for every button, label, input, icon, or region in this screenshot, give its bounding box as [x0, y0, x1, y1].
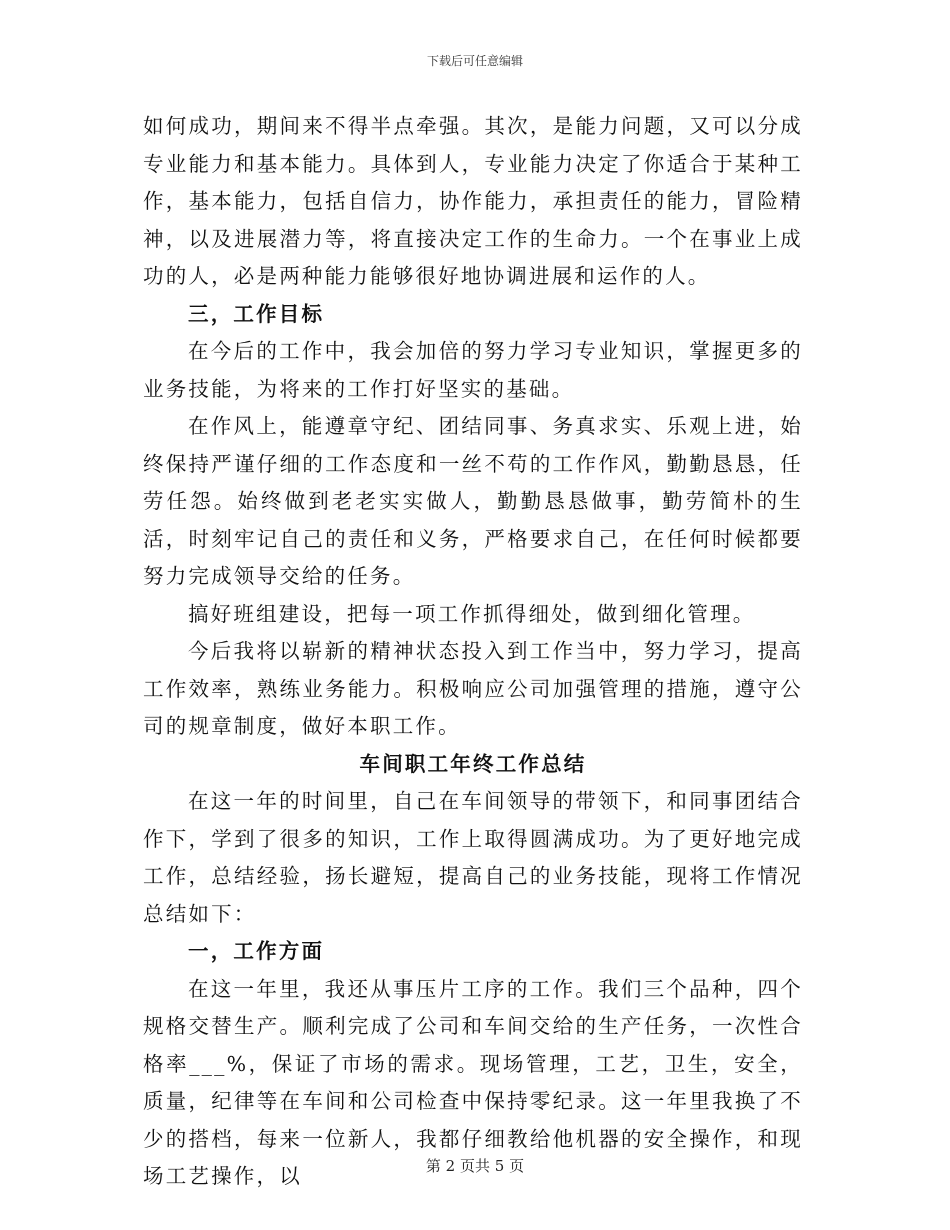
section-heading-work-goals: 三，工作目标	[188, 301, 325, 326]
paragraph-team-building: 搞好班组建设，把每一项工作抓得细处，做到细化管理。	[188, 601, 756, 626]
document-title: 车间职工年终工作总结	[359, 751, 587, 776]
paragraph-intro: 在这一年的时间里，自己在车间领导的带领下，和同事团结合作下，学到了很多的知识，工作上取得圆满成功。为了更好地完成工作，总结经验，扬长避短，提高自己的业务技能，现将工作情况总结如下：	[143, 789, 803, 926]
paragraph-work-style: 在作风上，能遵章守纪、团结同事、务真求实、乐观上进，始终保持严谨仔细的工作态度和一丝不苟的工作作风，勤勤恳恳，任劳任怨。始终做到老老实实做人，勤勤恳恳做事，勤劳简朴的生活，时刻牢记自己的责任和义务，严格要求自己，在任何时候都要努力完成领导交给的任务。	[143, 414, 803, 588]
paragraph-goals-study: 在今后的工作中，我会加倍的努力学习专业知识，掌握更多的业务技能，为将来的工作打好坚实的基础。	[143, 339, 803, 401]
page-footer: 第 2 页共 5 页	[425, 1157, 525, 1175]
paragraph-work-aspects: 在这一年里，我还从事压片工序的工作。我们三个品种，四个规格交替生产。顺利完成了公司和车间交给的生产任务，一次性合格率___%，保证了市场的需求。现场管理，工艺，卫生，安全，质量，纪律等在车间和公司检查中保持零纪录。这一年里我换了不少的搭档，每来一位新人，我都仔细教给他机器的安全操作，和现场工艺操作，以	[143, 976, 803, 1188]
page-header: 下载后可任意编辑	[426, 54, 523, 68]
document-body	[143, 108, 803, 1196]
paragraph-continuation: 如何成功，期间来不得半点牵强。其次，是能力问题，又可以分成专业能力和基本能力。具体到人，专业能力决定了你适合于某种工作，基本能力，包括自信力，协作能力，承担责任的能力，冒险精神，以及进展潜力等，将直接决定工作的生命力。一个在事业上成功的人，必是两种能力能够很好地协调进展和运作的人。	[143, 114, 803, 288]
section-heading-work-aspects: 一，工作方面	[188, 939, 325, 963]
paragraph-future-plan: 今后我将以崭新的精神状态投入到工作当中，努力学习，提高工作效率，熟练业务能力。积极响应公司加强管理的措施，遵守公司的规章制度，做好本职工作。	[143, 639, 803, 738]
